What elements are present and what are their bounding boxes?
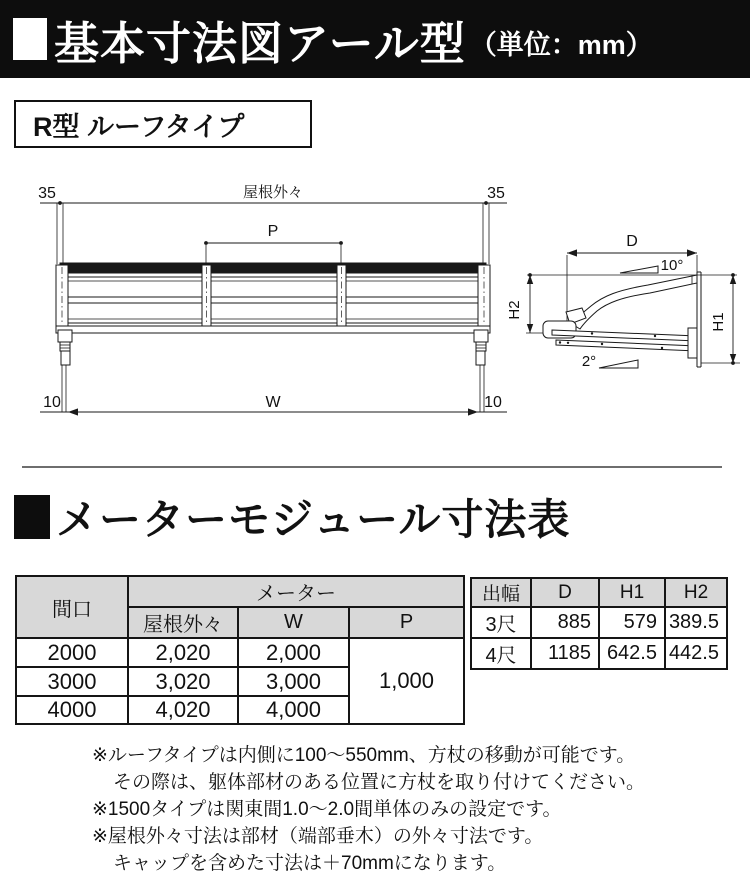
note-line: キャップを含めた寸法は＋70mmになります。	[113, 853, 507, 874]
cell-h1: 579	[599, 607, 665, 638]
cell-w: 3,000	[238, 667, 349, 696]
cell-d: 885	[531, 607, 599, 638]
side-view	[526, 249, 740, 368]
cell-h2: 442.5	[665, 638, 727, 669]
side-depth-label: D	[626, 233, 638, 250]
side-h2-label: H2	[506, 300, 523, 320]
table-row	[471, 638, 727, 669]
col-header-w: W	[238, 607, 349, 638]
table-row	[471, 607, 727, 638]
module-dimension-table	[15, 575, 465, 725]
cell-shaku: 3尺	[471, 607, 531, 638]
dimension-diagram	[0, 160, 750, 460]
col-header-meter: メーター	[128, 576, 464, 607]
table-row	[16, 638, 464, 667]
section-square-bullet	[14, 495, 50, 539]
type-label-box	[14, 100, 312, 148]
cell-w: 2,000	[238, 638, 349, 667]
side-angle-bottom-label: 2°	[581, 353, 597, 370]
title-banner	[0, 0, 750, 78]
cell-roof: 4,020	[128, 696, 238, 724]
col-header-debaba: 出幅	[471, 578, 531, 607]
front-width-label: W	[265, 394, 281, 411]
note-line: ※ルーフタイプは内側に100～550mm、方杖の移動が可能です。	[92, 745, 636, 766]
cell-roof: 2,020	[128, 638, 238, 667]
front-offset-right-label: 35	[487, 185, 505, 202]
cell-maguchi: 4000	[16, 696, 128, 724]
cell-p-value: 1,000	[349, 638, 464, 724]
cell-maguchi: 3000	[16, 667, 128, 696]
cell-d: 1185	[531, 638, 599, 669]
footnotes	[92, 742, 645, 877]
page-title: 基本寸法図アール型	[54, 17, 466, 69]
col-header-h2: H2	[665, 578, 727, 607]
col-header-maguchi: 間口	[16, 576, 128, 638]
type-label: R型 ルーフタイプ	[33, 111, 245, 142]
title-square-bullet	[13, 18, 47, 60]
col-header-d: D	[531, 578, 599, 607]
col-header-h1: H1	[599, 578, 665, 607]
front-pitch-label: P	[267, 223, 279, 240]
side-h1-label: H1	[710, 312, 727, 332]
cell-shaku: 4尺	[471, 638, 531, 669]
cell-h2: 389.5	[665, 607, 727, 638]
note-line: ※屋根外々寸法は部材（端部垂木）の外々寸法です。	[92, 826, 544, 847]
note-line: ※1500タイプは関東間1.0～2.0間単体のみの設定です。	[92, 799, 562, 820]
col-header-p: P	[349, 607, 464, 638]
section-title	[14, 489, 570, 545]
unit-label: （単位：mm）	[469, 29, 653, 60]
col-header-roof-outer: 屋根外々	[128, 607, 238, 638]
cell-h1: 642.5	[599, 638, 665, 669]
section-title-text: メーターモジュール寸法表	[56, 496, 571, 543]
depth-dimension-table	[470, 577, 728, 670]
section-divider	[22, 466, 722, 468]
cell-w: 4,000	[238, 696, 349, 724]
cell-maguchi: 2000	[16, 638, 128, 667]
front-margin-left-label: 10	[43, 394, 61, 411]
front-offset-left-label: 35	[38, 185, 56, 202]
cell-roof: 3,020	[128, 667, 238, 696]
front-margin-right-label: 10	[484, 394, 502, 411]
note-line: その際は、躯体部材のある位置に方杖を取り付けてください。	[113, 772, 646, 793]
side-angle-top-label: 10°	[660, 257, 684, 274]
front-roof-outer-label: 屋根外々	[242, 184, 304, 201]
